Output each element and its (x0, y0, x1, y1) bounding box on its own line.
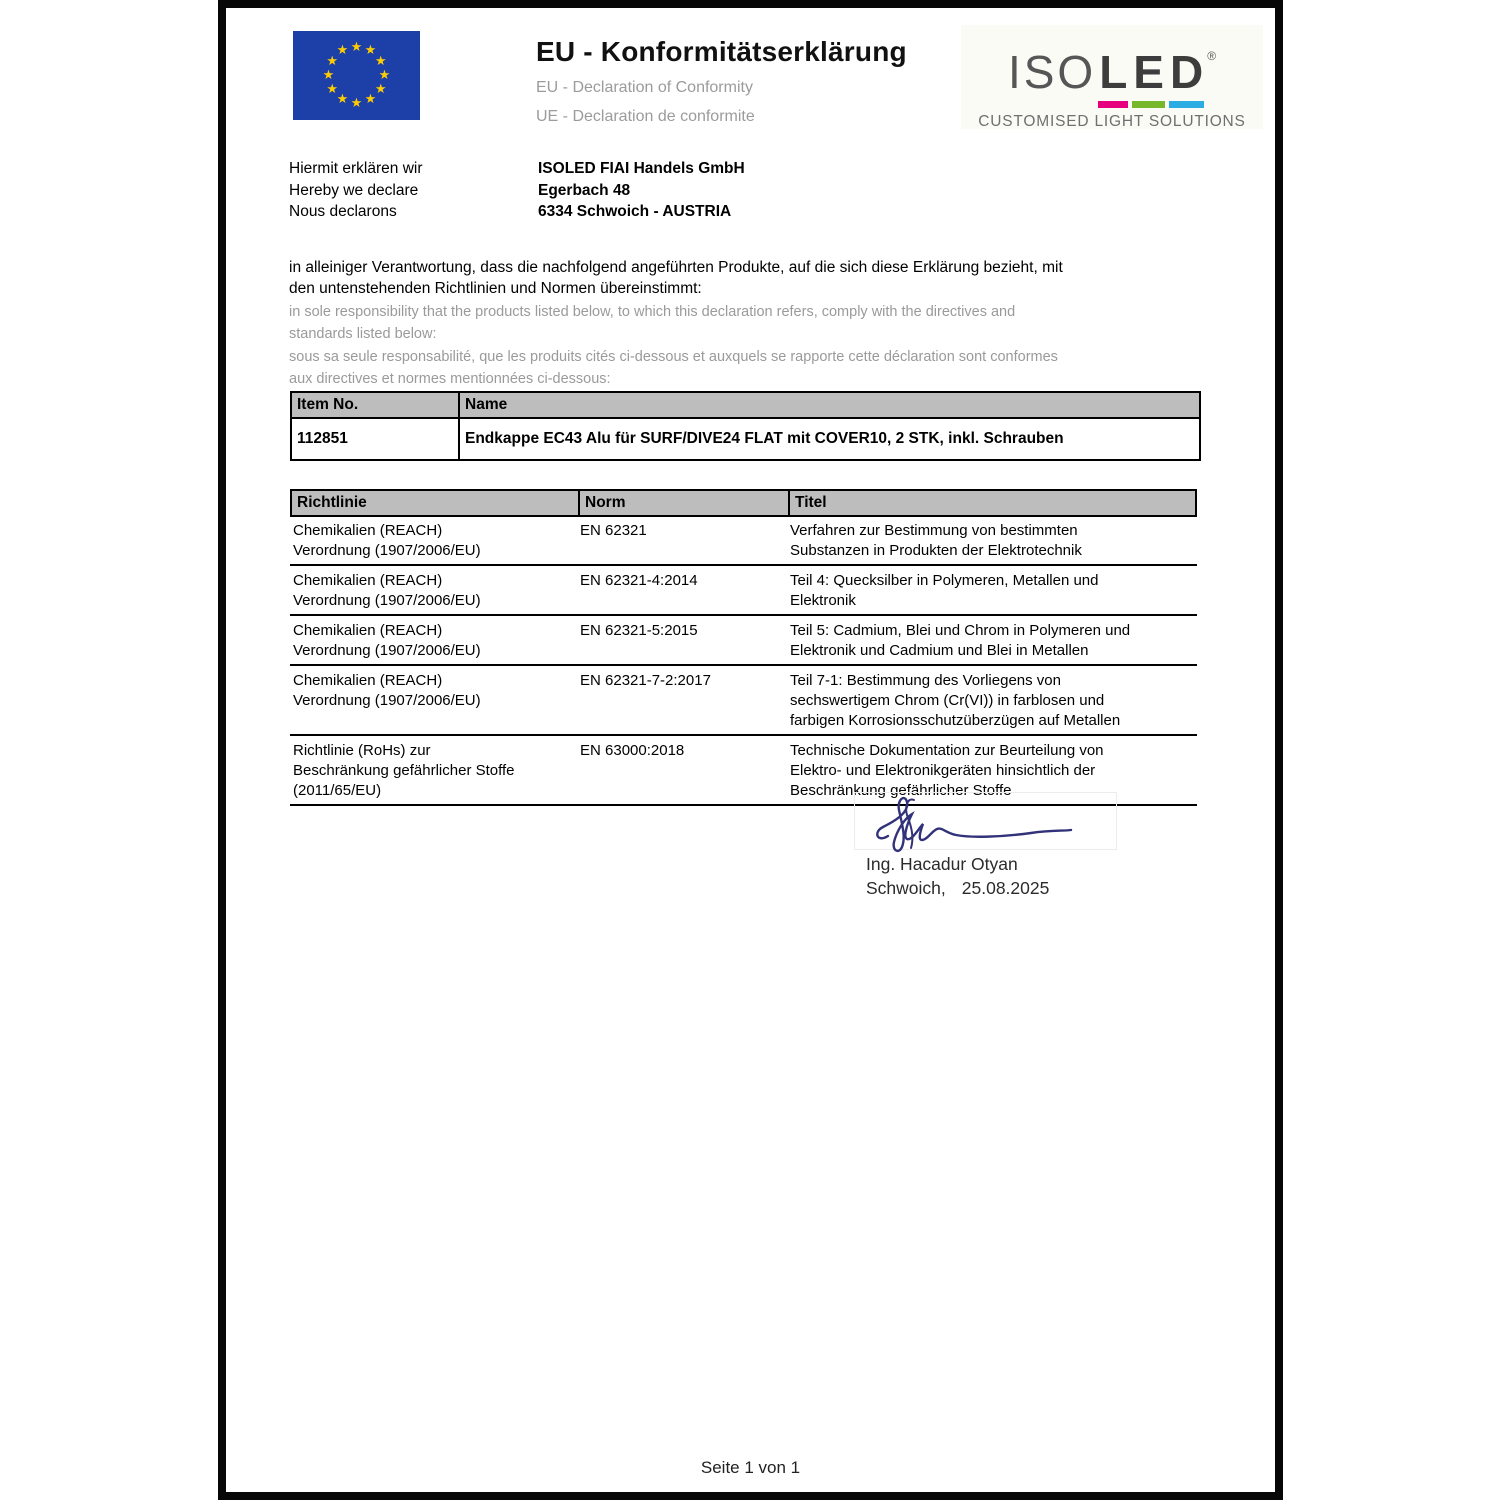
text-line: Richtlinie (RoHs) zur (293, 742, 431, 759)
titel-cell (790, 521, 1197, 561)
norm-cell: EN 63000:2018 (580, 742, 685, 759)
titel-header: Titel (795, 494, 827, 511)
text-line: Chemikalien (REACH) (293, 522, 443, 539)
item-name-cell: Endkappe EC43 Alu für SURF/DIVE24 FLAT mit COVER10, 2 STK, inkl. Schrauben (465, 430, 1064, 447)
richtlinie-cell (293, 571, 580, 611)
eu-flag-icon (293, 31, 420, 120)
directives-table-header (290, 489, 1197, 517)
norm-header: Norm (580, 491, 790, 515)
eu-star-icon: ★ (336, 42, 349, 58)
text-line: Technische Dokumentation zur Beurteilung von (790, 742, 1104, 759)
declaration-labels (289, 158, 423, 223)
richtlinie-cell (293, 741, 580, 801)
label-de: Hiermit erklären wir (289, 160, 423, 177)
registered-mark-icon: ® (1207, 49, 1217, 63)
eu-star-icon: ★ (326, 52, 339, 68)
signature-place-date (866, 876, 1049, 900)
signature-date: 25.08.2025 (961, 878, 1050, 898)
text-line: Chemikalien (REACH) (293, 622, 443, 639)
signature-place: Schwoich, (866, 878, 946, 898)
text-line: (2011/65/EU) (293, 782, 382, 799)
logo-letter-d: D (1169, 47, 1204, 108)
table-row (292, 419, 1199, 459)
directives-table-body (290, 516, 1197, 806)
logo-letter-e: E (1132, 47, 1165, 108)
statement-fr: sous sa seule responsabilité, que les produits cités ci-dessous et auxquels se rapporte cette déclaration sont conformes aux directives et normes mentionnées ci-dessous: (289, 349, 1058, 387)
norm-cell: EN 62321-7-2:2017 (580, 672, 711, 689)
page-indicator: Seite 1 von 1 (700, 1458, 801, 1477)
eu-star-icon: ★ (322, 66, 335, 82)
page-subtitle-fr: UE - Declaration de conformite (536, 108, 755, 125)
table-row (290, 516, 1197, 566)
eu-star-icon: ★ (364, 90, 377, 106)
richtlinie-header: Richtlinie (292, 491, 580, 515)
company-name: ISOLED FIAI Handels GmbH (538, 160, 745, 177)
table-row (290, 616, 1197, 666)
richtlinie-cell (293, 621, 580, 661)
isoled-logo-wordmark (961, 31, 1263, 108)
text-line: Beschränkung gefährlicher Stoffe (790, 782, 1012, 799)
richtlinie-cell (293, 521, 580, 561)
text-line: Elektronik (790, 592, 856, 609)
logo-tagline: CUSTOMISED LIGHT SOLUTIONS (978, 113, 1246, 130)
text-line: Chemikalien (REACH) (293, 672, 443, 689)
signature-icon (864, 793, 1114, 853)
titel-cell (790, 621, 1197, 661)
eu-star-icon: ★ (336, 90, 349, 106)
text-line: Substanzen in Produkten der Elektrotechnik (790, 542, 1082, 559)
text-line: Verordnung (1907/2006/EU) (293, 642, 481, 659)
norm-cell: EN 62321-5:2015 (580, 622, 698, 639)
label-en: Hereby we declare (289, 181, 419, 199)
text-line: Verfahren zur Bestimmung von bestimmten (790, 522, 1078, 539)
text-line: Chemikalien (REACH) (293, 572, 443, 589)
item-no-header: Item No. (292, 393, 460, 417)
logo-iso-text: ISO (1007, 46, 1097, 98)
eu-star-icon: ★ (374, 52, 387, 68)
company-street: Egerbach 48 (538, 181, 631, 199)
document-header (536, 36, 907, 126)
titel-cell (790, 671, 1197, 731)
isoled-logo (961, 25, 1263, 129)
signatory-block (866, 852, 1049, 900)
eu-star-icon: ★ (374, 80, 387, 96)
company-city: 6334 Schwoich - AUSTRIA (538, 203, 732, 220)
eu-star-icon: ★ (364, 42, 377, 58)
statement-de: in alleiniger Verantwortung, dass die nachfolgend angeführten Produkte, auf die sich diese Erklärung bezieht, mit den untenstehenden Richtlinien und Normen übereinstimmt: (289, 259, 1063, 297)
statement-en: in sole responsibility that the products listed below, to which this declaration refers, comply with the directives and standards listed below: (289, 304, 1016, 342)
name-header: Name (465, 396, 508, 413)
eu-star-icon: ★ (350, 94, 363, 110)
text-line: Verordnung (1907/2006/EU) (293, 592, 481, 609)
text-line: Elektronik und Cadmium und Blei in Metallen (790, 642, 1089, 659)
signatory-name: Ing. Hacadur Otyan (866, 854, 1018, 874)
titel-cell (790, 571, 1197, 611)
text-line: Teil 7-1: Bestimmung des Vorliegens von (790, 672, 1061, 689)
company-address (538, 158, 745, 223)
text-line: Beschränkung gefährlicher Stoffe (293, 762, 515, 779)
eu-star-icon: ★ (350, 38, 363, 54)
norm-cell: EN 62321-4:2014 (580, 572, 698, 589)
item-table-header (292, 393, 1199, 419)
document-page (218, 0, 1283, 1500)
text-line: Elektro- und Elektronikgeräten hinsichtlich der (790, 762, 1096, 779)
table-row (290, 666, 1197, 736)
page-subtitle-en: EU - Declaration of Conformity (536, 79, 753, 96)
label-fr: Nous declarons (289, 203, 397, 220)
richtlinie-cell (293, 671, 580, 731)
text-line: sechswertigem Chrom (Cr(VI)) in farblosen und (790, 692, 1105, 709)
norm-cell: EN 62321 (580, 522, 647, 539)
text-line: Teil 4: Quecksilber in Polymeren, Metallen und (790, 572, 1099, 589)
responsibility-statement (289, 257, 1073, 390)
eu-star-icon: ★ (378, 66, 391, 82)
text-line: Verordnung (1907/2006/EU) (293, 692, 481, 709)
item-no-cell: 112851 (292, 419, 460, 459)
page-title: EU - Konformitätserklärung (536, 36, 907, 67)
text-line: farbigen Korrosionsschutzüberzügen auf Metallen (790, 712, 1121, 729)
text-line: Verordnung (1907/2006/EU) (293, 542, 481, 559)
logo-letter-l: L (1098, 47, 1128, 108)
item-table (290, 391, 1201, 461)
text-line: Teil 5: Cadmium, Blei und Chrom in Polymeren und (790, 622, 1131, 639)
table-row (290, 566, 1197, 616)
eu-star-icon: ★ (326, 80, 339, 96)
